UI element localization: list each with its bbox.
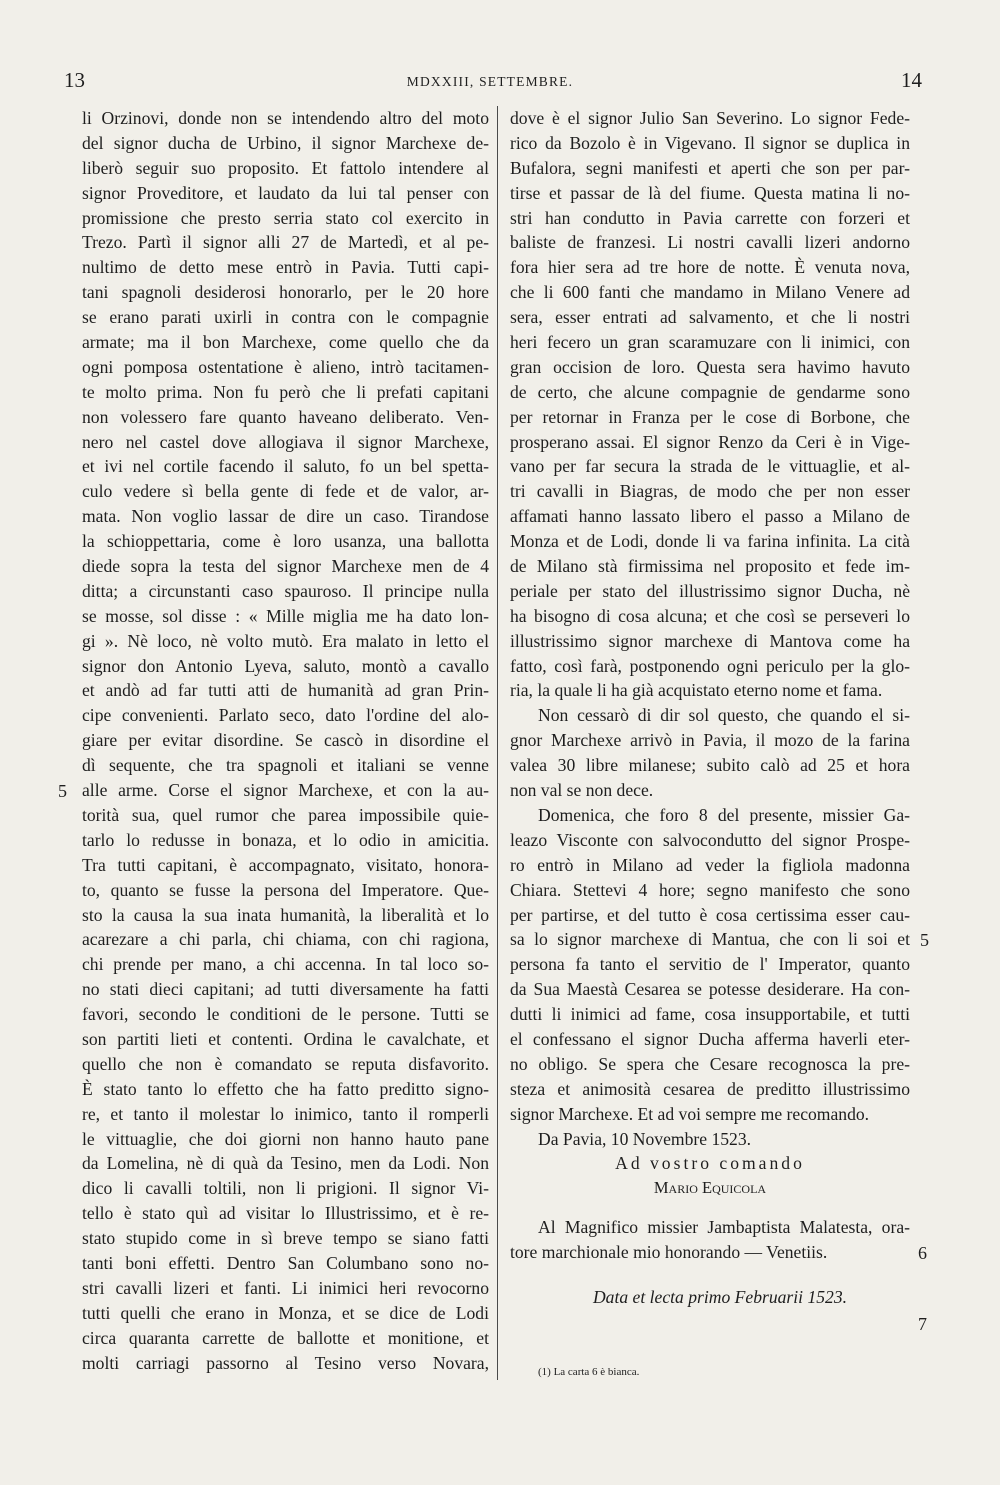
margin-number-right-5: 5 [920,930,929,950]
text-line: nultimo de detto mese entrò in Pavia. Tutti capi- [82,257,489,278]
dateline: Da Pavia, 10 Novembre 1523. [538,1128,752,1149]
text-line: sa lo signor marchexe di Mantua, che con li soi et [510,929,910,950]
column-divider [497,106,498,1380]
text-line: ro entrò in Milano ad veder la figliola madonna [510,854,910,875]
paragraph-2 [510,703,910,803]
text-line: tarlo lo redusse in bonaza, et lo odio in amicitia. [82,829,489,850]
text-line: nero nel castel dove allogiava il signor Marchexe, [82,431,489,452]
text-line: ha bisogno di cosa alcuna; et che così se perseveri lo [510,605,910,626]
text-line: le vittuaglie, che doi giorni non hanno hauto pane [82,1128,489,1149]
page-number-left: 13 [64,68,85,92]
text-line: leazo Visconte con salvocondutto del signor Prospe- [510,829,910,850]
paragraph-3 [510,803,910,1127]
text-line: gnor Marchexe arrivò in Pavia, il mozo de la farina [510,730,910,751]
footnote: (1) La carta 6 è bianca. [538,1366,640,1378]
text-line: torità sua, quel rumor che parea impossibile quie- [82,804,489,825]
text-line: Non cessarò di dir sol questo, che quando el si- [538,705,910,726]
text-line: signor Proveditore, et laudato da lui tal penser con [82,182,489,203]
received-note: Data et lecta primo Februarii 1523. [592,1286,848,1307]
text-line: liberò seguir suo proposito. Et fattolo intendere al [82,157,489,178]
text-line: li Orzinovi, donde non se intendendo altro del moto [82,108,489,128]
text-line: se mosse, sol disse : « Mille miglia me ha dato lon- [82,605,489,626]
text-line: steza et animosità cesarea de preditto illustrissimo [510,1078,910,1099]
text-line: Chiara. Stettevi 4 hore; segno manifesto che sono [510,879,910,900]
text-line: da Lomelina, nè di quà da Tesino, men da Lodi. Non [82,1153,489,1174]
text-line: affamati hanno lassato libero el passo a Milano de [510,506,910,527]
text-line: to, quanto se fusse la persona del Imperatore. Que- [82,879,489,900]
running-header [58,66,922,96]
text-line: signor don Antonio Lyeva, saluto, montò a cavallo [82,655,489,676]
text-line: da Sua Maestà Cesarea se potesse desiderare. Ha con- [510,979,910,1000]
text-line: sto la causa la sua inata humanità, la liberalità et lo [82,904,489,925]
spacer [510,1265,910,1285]
text-line: alle arme. Corse el signor Marchexe, et con la au- [82,780,489,801]
text-line: fora hier sera ad tre hore de notte. È venuta nova, [510,257,910,278]
text-line: gran occision de loro. Questa sera havimo havuto [510,356,910,377]
text-line: heri fecero un gran scaramuzare con li inimici, con [510,332,910,353]
text-line: acarezare a chi parla, chi chiama, con chi ragiona, [82,929,489,950]
page-number-right: 14 [901,68,922,92]
text-line: diede sopra la testa del signor Marchexe men de 4 [82,556,489,577]
text-line: prosperano assai. El signor Renzo da Ceri è in Vige- [510,431,910,452]
text-line: dutti li inimici ad fame, cosa insupportabile, et tutti [510,1004,910,1025]
text-line: dico li cavalli toltili, non li prigioni. Il signor Vi- [82,1178,489,1199]
text-line: signor Marchexe. Et ad voi sempre me recomando. [510,1103,870,1124]
text-line: et ivi nel cortile facendo il saluto, fo un bel spetta- [82,456,489,477]
text-line: fatto, così farà, postponendo ogni periculo per la glo- [510,655,910,676]
text-line: non volessero fare quanto haveano deliberato. Ven- [82,406,489,427]
text-line: illustrissimo signor marchexe di Mantova come ha [510,630,910,651]
text-line: tello è stato quì ad visitar lo Illustrissimo, et è re- [82,1203,489,1224]
text-line: stato stupido come in sì breve tempo se siano fatti [82,1228,489,1249]
text-line: periale per stato del illustrissimo signor Ducha, nè [510,580,910,601]
text-line: stri han condutto in Pavia carrette con forzeri et [510,207,910,228]
text-line: giare per evitar disordine. Se cascò in disordine el [82,730,489,751]
text-line: armate; ma il bon Marchexe, come quello che da [82,332,489,353]
margin-number-right-7: 7 [918,1314,927,1334]
text-line: stri cavalli lizeri et fanti. Li inimici heri revocorno [82,1277,489,1298]
text-line: dove è el signor Julio San Severino. Lo signor Fede- [510,108,910,128]
text-line: promissione che presto serria stato col exercito in [82,207,489,228]
text-line: sera, esser entrati ad salvamento, et che li nostri [510,307,910,328]
text-line: no stati dieci capitani; ad tutti diversamente ha fatti [82,979,489,1000]
text-line: mata. Non voglio lassar de dire un caso. Tirandose [82,506,489,527]
margin-number-left: 5 [58,781,67,801]
text-line: el confessano el signor Ducha afferma haverli eter- [510,1028,910,1049]
text-line: per partirse, et del tutto è cosa certissima esser cau- [510,904,910,925]
margin-number-right-6: 6 [918,1243,927,1263]
text-line: quello che non è comandato se reputa disfavorito. [82,1053,489,1074]
text-line: circa quaranta carrette de ballotte et monitione, et [82,1327,489,1348]
text-line: la schioppettaria, come è loro usanza, una ballotta [82,531,489,552]
text-line: tirse et passar de là del fiume. Questa matina li no- [510,182,910,203]
running-title: MDXXIII, SETTEMBRE. [406,74,574,89]
text-line: se erano parati uxirli in contra con le compagnie [82,307,489,328]
text-line: per retornar in Franza per le cose di Borbone, che [510,406,910,427]
text-line: molti carriagi passorno al Tesino verso Novara, [82,1352,489,1373]
text-line: tanti boni effetti. Dentro San Columbano sono no- [82,1252,489,1273]
paragraph-1 [510,106,910,703]
text-line: re, et tanto il molestar lo inimico, tanto il romperli [82,1103,489,1124]
text-line: ogni pomposa ostentatione è alieno, intrò tacitamen- [82,356,489,377]
text-line: dì sequente, che tra spagnoli et italiani se venne [82,755,489,776]
text-line: vano per far secura la strada de le vittuaglie, et al- [510,456,910,477]
text-line: de Milano stà firmissima nel proposito et fede im- [510,556,910,577]
text-line: Monza et de Lodi, donde li va farina infinita. La cità [510,531,910,552]
text-line: ria, la quale li ha già acquistato eterno nome et fama. [510,680,883,701]
text-line: persona fa tanto el servitio de l' Imperator, quanto [510,954,910,975]
text-line: son partiti lieti et contenti. Ordina le cavalchate, et [82,1028,489,1049]
text-line: culo vedere sì bella gente di fede et de valor, ar- [82,481,489,502]
text-line: ditta; a circunstanti caso spauroso. Il principe nulla [82,580,489,601]
signature: Mario Equicola [653,1178,767,1198]
text-line: valea 30 libre milanese; subito calò ad 25 et hora [510,755,910,776]
text-line: cipe convenienti. Parlato seco, dato l'ordine del alo- [82,705,489,726]
right-text-column [510,106,910,1310]
text-line: chi prende per mano, a chi accenna. In tal loco so- [82,954,489,975]
text-line: tani spagnoli desiderosi honorarlo, per le 20 hore [82,282,489,303]
text-line: È stato tanto lo effetto che ha fatto preditto signo- [82,1078,489,1099]
text-line: gi ». Nè loco, nè volto mutò. Era malato in letto el [82,630,489,651]
spacer [510,1201,910,1215]
left-text-column [82,106,489,1375]
text-line: Domenica, che foro 8 del presente, missier Ga- [538,804,910,825]
address-block [510,1215,910,1265]
text-line: de certo, che alcune compagnie de gendarme sono [510,381,910,402]
text-line: del signor ducha de Urbino, il signor Marchexe de- [82,132,489,153]
text-line: non val se non dece. [510,780,654,801]
text-line: tore marchionale mio honorando — Venetiis. [510,1242,828,1263]
text-line: Tra tutti capitani, è accompagnato, visitato, honora- [82,854,489,875]
text-line: no obligo. Se spera che Cesare recognosca la pre- [510,1053,910,1074]
text-line: te molto prima. Non fu però che li prefati capitani [82,381,489,402]
text-line: Trezo. Partì il signor alli 27 de Martedì, et al pe- [82,232,489,253]
text-line: Bufalora, segni manifesti et aperti che son per par- [510,157,910,178]
text-line: et andò ad far tutti atti de humanità ad gran Prin- [82,680,489,701]
text-line: favori, secondo le conditioni de le persone. Tutti se [82,1004,489,1025]
text-line: tri cavalli in Biagras, de modo che per non esser [510,481,910,502]
text-line: rico da Bozolo è in Vigevano. Il signor se duplica in [510,132,910,153]
closing-formula: Ad vostro comando [615,1153,805,1174]
text-line: tutti quelli che erano in Monza, et se dice de Lodi [82,1302,489,1323]
text-line: Al Magnifico missier Jambaptista Malatesta, ora- [538,1217,910,1238]
text-line: che li 600 fanti che mandamo in Milano Venere ad [510,282,910,303]
text-line: baliste de franzesi. Li nostri cavalli lizeri andorno [510,232,910,253]
